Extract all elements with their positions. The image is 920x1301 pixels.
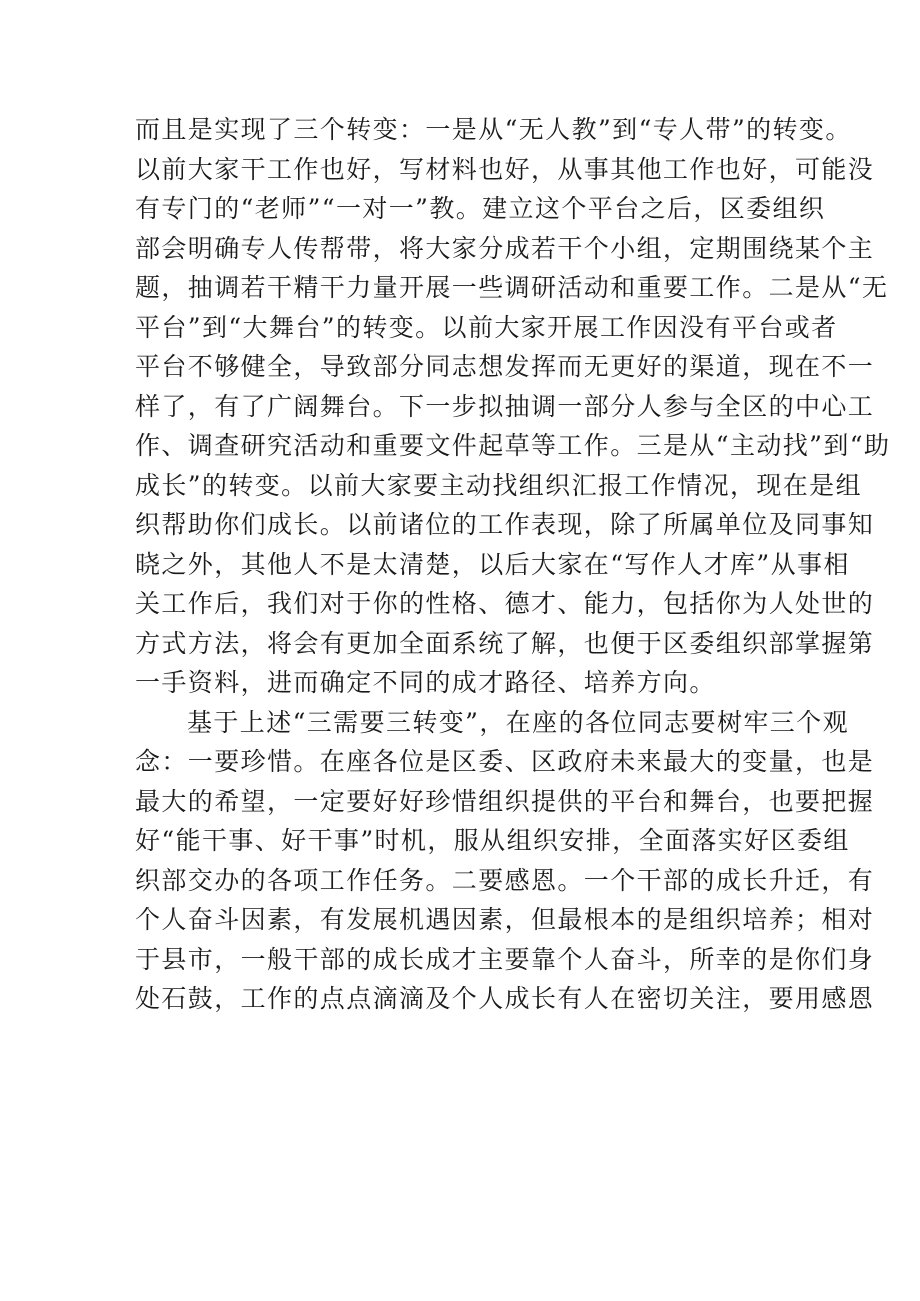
text-line: 基于上述“三需要三转变”，在座的各位同志要树牢三个观 bbox=[187, 707, 849, 737]
text-line: 念：一要珍惜。在座各位是区委、区政府未来最大的变量，也是 bbox=[135, 747, 875, 776]
paragraph-2 bbox=[135, 703, 875, 1019]
body-text bbox=[135, 110, 891, 1019]
text-line: 关工作后，我们对于你的性格、德才、能力，包括你为人处世的 bbox=[135, 589, 875, 618]
text-line: 处石鼓，工作的点点滴滴及个人成长有人在密切关注，要用感恩 bbox=[135, 984, 875, 1013]
text-line: 织部交办的各项工作任务。二要感恩。一个干部的成长升迁，有 bbox=[135, 865, 875, 895]
text-line: 而且是实现了三个转变：一是从“无人教”到“专人带”的转变。 bbox=[135, 115, 852, 144]
text-line: 题，抽调若干精干力量开展一些调研活动和重要工作。二是从“无 bbox=[135, 273, 889, 302]
text-line: 一手资料，进而确定不同的成才路径、培养方向。 bbox=[135, 668, 716, 697]
text-line: 织帮助你们成长。以前诸位的工作表现，除了所属单位及同事知 bbox=[135, 510, 875, 539]
text-line: 有专门的“老师”“一对一”教。建立这个平台之后，区委组织 bbox=[135, 194, 826, 223]
text-line: 方式方法，将会有更加全面系统了解，也便于区委组织部掌握第 bbox=[135, 628, 875, 658]
text-line: 样了，有了广阔舞台。下一步拟抽调一部分人参与全区的中心工 bbox=[135, 391, 875, 421]
text-line: 成长”的转变。以前大家要主动找组织汇报工作情况，现在是组 bbox=[135, 470, 862, 500]
text-line: 最大的希望，一定要好好珍惜组织提供的平台和舞台，也要把握 bbox=[135, 786, 875, 816]
text-line: 平台不够健全，导致部分同志想发挥而无更好的渠道，现在不一 bbox=[135, 352, 875, 381]
text-line: 晓之外，其他人不是太清楚，以后大家在“写作人才库”从事相 bbox=[135, 549, 850, 579]
text-line: 部会明确专人传帮带，将大家分成若干个小组，定期围绕某个主 bbox=[135, 233, 875, 263]
text-line: 好“能干事、好干事”时机，服从组织安排，全面落实好区委组 bbox=[135, 826, 850, 855]
text-line: 于县市，一般干部的成长成才主要靠个人奋斗，所幸的是你们身 bbox=[135, 944, 875, 974]
text-line: 作、调查研究活动和重要文件起草等工作。三是从“主动找”到“助 bbox=[135, 431, 891, 460]
paragraph-1 bbox=[135, 110, 891, 703]
text-line: 平台”到“大舞台”的转变。以前大家开展工作因没有平台或者 bbox=[135, 312, 838, 342]
text-line: 个人奋斗因素，有发展机遇因素，但最根本的是组织培养；相对 bbox=[135, 905, 875, 934]
text-line: 以前大家干工作也好，写材料也好，从事其他工作也好，可能没 bbox=[135, 154, 875, 184]
